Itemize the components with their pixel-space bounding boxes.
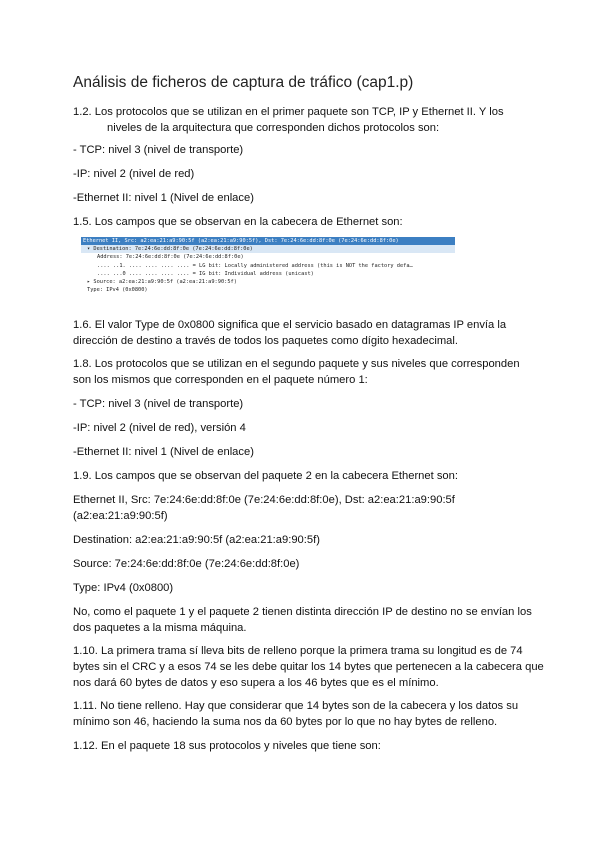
paragraph-no-cont: dos paquetes a la misma máquina. [73,622,247,634]
type-line: Type: IPv4 (0x0800) [73,582,174,594]
paragraph-1-2-cont: niveles de la arquitectura que corresponden dichos protocolos son: [107,122,440,134]
paragraph-1-9: 1.9. Los campos que se observan del paquete 2 en la cabecera Ethernet son: [73,470,458,482]
list-item-ip-2: -IP: nivel 2 (nivel de red), versión 4 [73,422,246,434]
paragraph-1-12: 1.12. En el paquete 18 sus protocolos y niveles que tiene son: [73,740,381,752]
capture-row-ig-bit: .... ...0 .... .... .... .... = IG bit: Individual address (unicast) [97,270,314,277]
paragraph-1-10: 1.10. La primera trama sí lleva bits de relleno porque la primera trama su longitud es de 74 [73,645,523,657]
capture-row-lg-bit: .... ..1. .... .... .... .... = LG bit: Locally administered address (this is NOT the factory defa… [97,262,413,269]
list-item-ip: -IP: nivel 2 (nivel de red) [73,168,195,180]
list-item-tcp: - TCP: nivel 3 (nivel de transporte) [73,144,244,156]
capture-row-source: ▸ Source: a2:ea:21:a9:90:5f (a2:ea:21:a9:90:5f) [87,278,237,285]
document-title: Análisis de ficheros de captura de tráfico (cap1.p) [73,74,414,91]
list-item-ethernet-2: -Ethernet II: nivel 1 (Nivel de enlace) [73,446,254,458]
paragraph-1-11: 1.11. No tiene relleno. Hay que considerar que 14 bytes son de la cabecera y los datos su [73,700,519,712]
wireshark-ethernet-screenshot [81,237,455,309]
capture-row-type: Type: IPv4 (0x0800) [87,287,148,294]
paragraph-1-2: 1.2. Los protocolos que se utilizan en el primer paquete son TCP, IP y Ethernet II. Y los [73,106,504,118]
paragraph-1-5: 1.5. Los campos que se observan en la cabecera de Ethernet son: [73,216,403,228]
capture-row-ethernet-header: Ethernet II, Src: a2:ea:21:a9:90:5f (a2:ea:21:a9:90:5f), Dst: 7e:24:6e:dd:8f:0e (7e:24:6e:dd:8f:0e) [81,237,455,245]
paragraph-no: No, como el paquete 1 y el paquete 2 tienen distinta dirección IP de destino no se envían los [73,606,532,618]
paragraph-1-11-cont: mínimo son 46, haciendo la suma nos da 60 bytes por lo que no hay bytes de relleno. [73,716,498,728]
paragraph-1-6-cont: dirección de destino a través de todos los paquetes como dígito hexadecimal. [73,335,458,347]
list-item-tcp-2: - TCP: nivel 3 (nivel de transporte) [73,398,244,410]
ethernet-summary-line-cont: (a2:ea:21:a9:90:5f) [73,510,168,522]
paragraph-1-6: 1.6. El valor Type de 0x0800 significa que el servicio basado en datagramas IP envía la [73,319,507,331]
paragraph-1-10-cont-1: bytes sin el CRC y a esos 74 se les debe quitar los 14 bytes que pertenecen a la cabecera que [73,661,544,673]
paragraph-1-8: 1.8. Los protocolos que se utilizan en el segundo paquete y sus niveles que corresponden [73,358,520,370]
paragraph-1-10-cont-2: nos dará 60 bytes de datos y eso supera a los 46 bytes que es el mínimo. [73,677,439,689]
destination-line: Destination: a2:ea:21:a9:90:5f (a2:ea:21:a9:90:5f) [73,534,320,546]
list-item-ethernet: -Ethernet II: nivel 1 (Nivel de enlace) [73,192,254,204]
source-line: Source: 7e:24:6e:dd:8f:0e (7e:24:6e:dd:8f:0e) [73,558,300,570]
capture-row-address: Address: 7e:24:6e:dd:8f:0e (7e:24:6e:dd:8f:0e) [97,254,244,261]
paragraph-1-8-cont: son los mismos que corresponden en el paquete número 1: [73,374,368,386]
ethernet-summary-line: Ethernet II, Src: 7e:24:6e:dd:8f:0e (7e:24:6e:dd:8f:0e), Dst: a2:ea:21:a9:90:5f [73,494,455,506]
capture-row-destination: ▾ Destination: 7e:24:6e:dd:8f:0e (7e:24:6e:dd:8f:0e) [81,245,455,253]
